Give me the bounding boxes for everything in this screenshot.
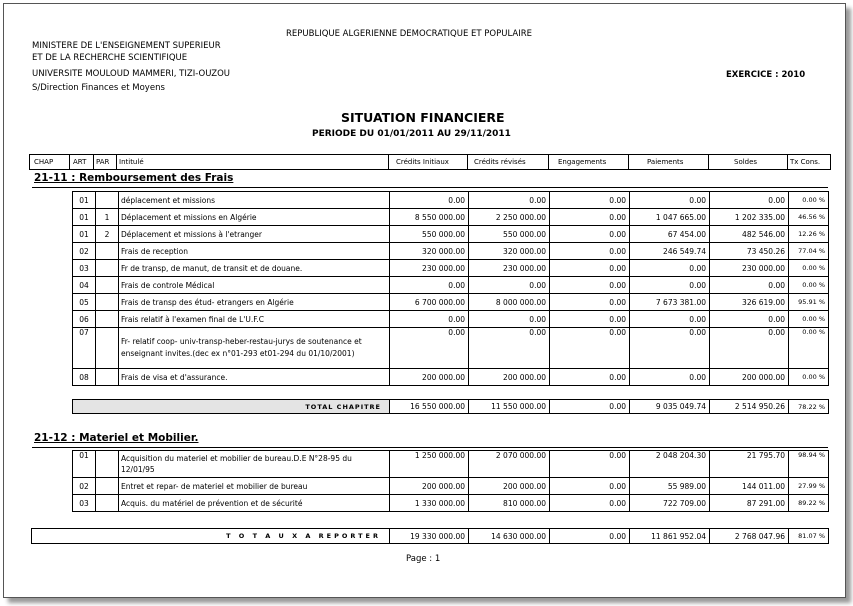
report-total-eng: 0.00: [550, 529, 630, 544]
row-tx-cons: 0.00 %: [789, 192, 829, 209]
row-credits-initiaux: 320 000.00: [390, 243, 469, 260]
row-tx-cons: 0.00 %: [789, 369, 829, 386]
row-paiements: 722 709.00: [630, 495, 710, 512]
table-row: [73, 328, 829, 369]
table-row: [73, 451, 829, 478]
row-label: Fr- relatif coop- univ-transp-heber-restau-jurys de soutenance et enseignant invites.(dec ex n°01-293 et01-294 du 01/10/2001): [119, 328, 390, 369]
row-paiements: 7 673 381.00: [630, 294, 710, 311]
row-credits-revises: 200 000.00: [469, 478, 550, 495]
row-engagements: 0.00: [550, 260, 630, 277]
row-paiements: 0.00: [630, 260, 710, 277]
row-paiements: 0.00: [630, 192, 710, 209]
row-tx-cons: 89.22 %: [789, 495, 829, 512]
row-soldes: 21 795.70: [710, 451, 789, 478]
row-par: [96, 495, 119, 512]
column-header-row: [29, 154, 831, 170]
table-row: [73, 478, 829, 495]
direction-name: S/Direction Finances et Moyens: [32, 83, 165, 93]
table-row: [73, 311, 829, 328]
row-par: 2: [96, 226, 119, 243]
row-art: 02: [73, 243, 96, 260]
row-label: Frais de reception: [119, 243, 390, 260]
section-table: [72, 450, 829, 512]
report-total-ci: 19 330 000.00: [390, 529, 469, 544]
university-name: UNIVERSITE MOULOUD MAMMERI, TIZI-OUZOU: [32, 69, 231, 79]
col-chap: CHAP: [34, 158, 54, 166]
col-credits-initiaux: Crédits Initiaux: [396, 158, 449, 166]
report-period: PERIODE DU 01/01/2011 AU 29/11/2011: [312, 129, 511, 139]
row-par: [96, 328, 119, 369]
row-credits-revises: 200 000.00: [469, 369, 550, 386]
row-engagements: 0.00: [550, 311, 630, 328]
row-label: Déplacement et missions à l'etranger: [119, 226, 390, 243]
row-art: 01: [73, 209, 96, 226]
row-art: 03: [73, 260, 96, 277]
report-page: [3, 3, 846, 598]
row-credits-initiaux: 1 250 000.00: [390, 451, 469, 478]
row-label: Frais de controle Médical: [119, 277, 390, 294]
row-tx-cons: 98.94 %: [789, 451, 829, 478]
total-tx: 78.22 %: [789, 400, 829, 414]
row-credits-initiaux: 0.00: [390, 277, 469, 294]
total-sol: 2 514 950.26: [710, 400, 789, 414]
report-total-sol: 2 768 047.96: [710, 529, 789, 544]
table-row: [73, 243, 829, 260]
row-credits-revises: 0.00: [469, 192, 550, 209]
col-tx-cons: Tx Cons.: [790, 158, 821, 166]
row-art: 07: [73, 328, 96, 369]
row-credits-initiaux: 200 000.00: [390, 478, 469, 495]
row-soldes: 230 000.00: [710, 260, 789, 277]
row-credits-revises: 810 000.00: [469, 495, 550, 512]
table-row: [73, 294, 829, 311]
row-label: Acquisition du materiel et mobilier de bureau.D.E N°28-95 du 12/01/95: [119, 451, 390, 478]
row-paiements: 0.00: [630, 277, 710, 294]
row-soldes: 0.00: [710, 328, 789, 369]
row-credits-initiaux: 230 000.00: [390, 260, 469, 277]
table-row: [73, 226, 829, 243]
row-art: 01: [73, 226, 96, 243]
row-label: Frais de visa et d'assurance.: [119, 369, 390, 386]
report-total-pai: 11 861 952.04: [630, 529, 710, 544]
row-soldes: 0.00: [710, 277, 789, 294]
row-par: [96, 451, 119, 478]
row-art: 05: [73, 294, 96, 311]
row-par: [96, 277, 119, 294]
row-label: Fr de transp, de manut, de transit et de douane.: [119, 260, 390, 277]
row-art: 03: [73, 495, 96, 512]
row-tx-cons: 77.04 %: [789, 243, 829, 260]
row-paiements: 0.00: [630, 369, 710, 386]
col-soldes: Soldes: [734, 158, 758, 166]
row-soldes: 1 202 335.00: [710, 209, 789, 226]
table-row: [73, 369, 829, 386]
row-tx-cons: 46.56 %: [789, 209, 829, 226]
row-par: [96, 294, 119, 311]
row-par: [96, 192, 119, 209]
row-credits-revises: 320 000.00: [469, 243, 550, 260]
table-row: [73, 260, 829, 277]
row-tx-cons: 0.00 %: [789, 328, 829, 369]
row-credits-initiaux: 8 550 000.00: [390, 209, 469, 226]
row-soldes: 482 546.00: [710, 226, 789, 243]
page-number: Page : 1: [406, 554, 441, 564]
row-soldes: 326 619.00: [710, 294, 789, 311]
row-paiements: 55 989.00: [630, 478, 710, 495]
row-paiements: 0.00: [630, 311, 710, 328]
row-art: 02: [73, 478, 96, 495]
row-engagements: 0.00: [550, 209, 630, 226]
row-credits-revises: 0.00: [469, 311, 550, 328]
row-engagements: 0.00: [550, 369, 630, 386]
row-engagements: 0.00: [550, 451, 630, 478]
row-par: [96, 243, 119, 260]
row-label: Acquis. du matériel de prévention et de sécurité: [119, 495, 390, 512]
row-art: 01: [73, 451, 96, 478]
row-credits-revises: 8 000 000.00: [469, 294, 550, 311]
row-art: 08: [73, 369, 96, 386]
row-art: 01: [73, 192, 96, 209]
total-cr: 11 550 000.00: [469, 400, 550, 414]
table-row: [73, 495, 829, 512]
col-intitule: Intitulé: [119, 158, 144, 166]
row-credits-initiaux: 550 000.00: [390, 226, 469, 243]
row-credits-initiaux: 200 000.00: [390, 369, 469, 386]
row-art: 06: [73, 311, 96, 328]
row-engagements: 0.00: [550, 328, 630, 369]
totaux-a-reporter-row: [31, 528, 829, 544]
row-par: [96, 369, 119, 386]
row-soldes: 87 291.00: [710, 495, 789, 512]
total-pai: 9 035 049.74: [630, 400, 710, 414]
row-par: [96, 260, 119, 277]
row-engagements: 0.00: [550, 495, 630, 512]
section-heading: 21-12 : Materiel et Mobilier.: [34, 432, 199, 444]
row-label: déplacement et missions: [119, 192, 390, 209]
row-soldes: 0.00: [710, 192, 789, 209]
col-engagements: Engagements: [558, 158, 607, 166]
total-chapitre-row: [72, 399, 829, 414]
row-paiements: 2 048 204.30: [630, 451, 710, 478]
row-soldes: 200 000.00: [710, 369, 789, 386]
section-table: [72, 191, 829, 386]
row-engagements: 0.00: [550, 243, 630, 260]
row-par: [96, 478, 119, 495]
row-engagements: 0.00: [550, 294, 630, 311]
section-heading: 21-11 : Remboursement des Frais: [34, 172, 234, 184]
row-tx-cons: 0.00 %: [789, 260, 829, 277]
row-engagements: 0.00: [550, 226, 630, 243]
row-label: Frais relatif à l'examen final de L'U.F.C: [119, 311, 390, 328]
republic-header: REPUBLIQUE ALGERIENNE DEMOCRATIQUE ET POPULAIRE: [286, 29, 532, 39]
row-tx-cons: 0.00 %: [789, 277, 829, 294]
report-total-label: T O T A U X A REPORTER: [32, 529, 390, 544]
total-label: TOTAL CHAPITRE: [73, 400, 390, 414]
row-par: [96, 311, 119, 328]
row-engagements: 0.00: [550, 478, 630, 495]
ministry-line1: MINISTERE DE L'ENSEIGNEMENT SUPERIEUR: [32, 41, 221, 51]
row-credits-revises: 2 250 000.00: [469, 209, 550, 226]
row-tx-cons: 12.26 %: [789, 226, 829, 243]
row-label: Frais de transp des étud- etrangers en Algérie: [119, 294, 390, 311]
report-total-cr: 14 630 000.00: [469, 529, 550, 544]
row-credits-revises: 550 000.00: [469, 226, 550, 243]
row-credits-revises: 2 070 000.00: [469, 451, 550, 478]
col-credits-revises: Crédits révisés: [474, 158, 526, 166]
row-soldes: 0.00: [710, 311, 789, 328]
row-soldes: 73 450.26: [710, 243, 789, 260]
table-row: [73, 209, 829, 226]
report-title: SITUATION FINANCIERE: [341, 110, 505, 125]
ministry-line2: ET DE LA RECHERCHE SCIENTIFIQUE: [32, 53, 188, 63]
row-paiements: 246 549.74: [630, 243, 710, 260]
total-eng: 0.00: [550, 400, 630, 414]
table-row: [73, 277, 829, 294]
row-par: 1: [96, 209, 119, 226]
row-paiements: 67 454.00: [630, 226, 710, 243]
row-credits-initiaux: 0.00: [390, 328, 469, 369]
row-label: Entret et repar- de materiel et mobilier de bureau: [119, 478, 390, 495]
row-tx-cons: 95.91 %: [789, 294, 829, 311]
table-row: [73, 192, 829, 209]
row-paiements: 1 047 665.00: [630, 209, 710, 226]
row-credits-revises: 0.00: [469, 328, 550, 369]
row-tx-cons: 0.00 %: [789, 311, 829, 328]
col-art: ART: [73, 158, 87, 166]
row-credits-initiaux: 6 700 000.00: [390, 294, 469, 311]
row-engagements: 0.00: [550, 192, 630, 209]
report-total-tx: 81.07 %: [789, 529, 829, 544]
exercice-label: EXERCICE : 2010: [726, 70, 806, 80]
col-paiements: Paiements: [647, 158, 684, 166]
row-credits-initiaux: 0.00: [390, 311, 469, 328]
col-par: PAR: [96, 158, 110, 166]
total-ci: 16 550 000.00: [390, 400, 469, 414]
row-label: Déplacement et missions en Algérie: [119, 209, 390, 226]
row-credits-revises: 230 000.00: [469, 260, 550, 277]
row-engagements: 0.00: [550, 277, 630, 294]
row-soldes: 144 011.00: [710, 478, 789, 495]
row-credits-initiaux: 1 330 000.00: [390, 495, 469, 512]
row-tx-cons: 27.99 %: [789, 478, 829, 495]
row-paiements: 0.00: [630, 328, 710, 369]
row-art: 04: [73, 277, 96, 294]
row-credits-initiaux: 0.00: [390, 192, 469, 209]
row-credits-revises: 0.00: [469, 277, 550, 294]
